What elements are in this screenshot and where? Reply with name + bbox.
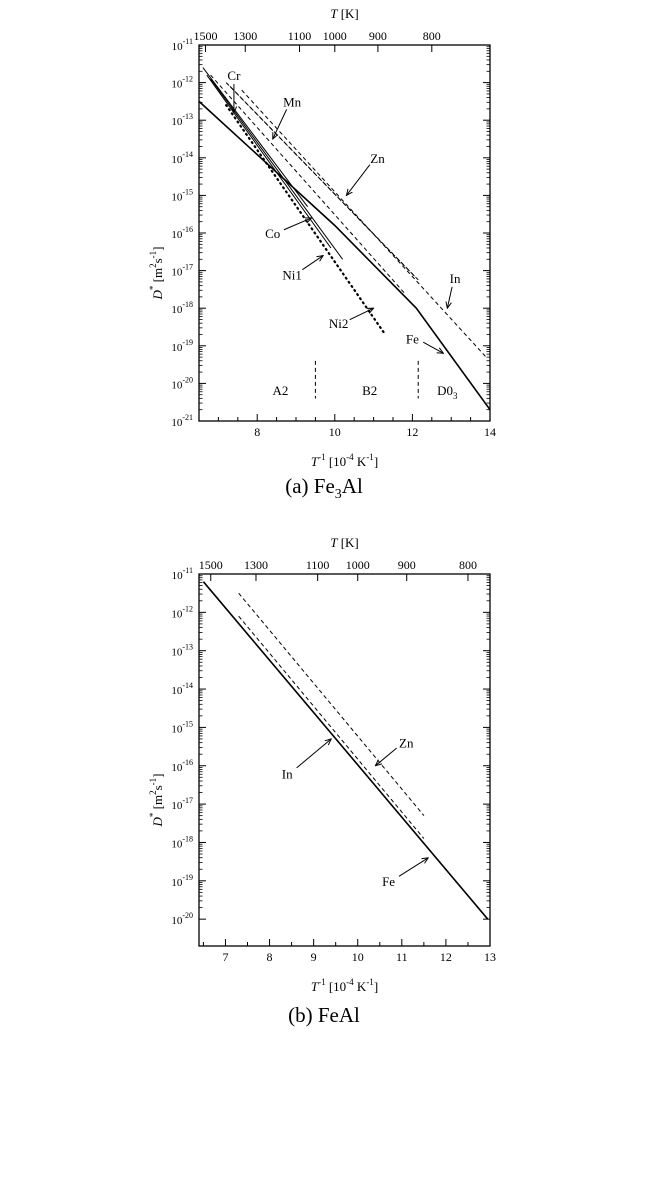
panel-b-plot-frame: [199, 574, 490, 946]
panel-b-y-tick-label: [171, 719, 193, 735]
panel-b-x-axis-sup: -1: [318, 977, 326, 987]
panel-b-series-zn: [239, 593, 424, 815]
panel-a-series-mn: [211, 75, 405, 293]
panel-a-x-axis-unit2-sup: -1: [366, 452, 374, 462]
panel-a-phase-label-text: A2: [272, 382, 289, 398]
panel-a-y-tick-base: 10: [171, 116, 183, 129]
panel-a-y-tick-exp: -15: [182, 187, 193, 197]
panel-a-y-tick-exp: -19: [182, 337, 193, 347]
panel-b-y-tick-label: [171, 834, 193, 850]
panel-a-y-tick-label: [171, 150, 193, 166]
panel-b-x-tick-label: 13: [484, 950, 496, 964]
panel-a-series-ni2: [226, 105, 385, 334]
panel-a-annotation-ni1: Ni1: [282, 267, 302, 283]
panel-b-y-tick-base: 10: [171, 915, 183, 928]
panel-a-annotation-ni2: Ni2: [328, 316, 349, 332]
panel-b-top-tick-label: 900: [397, 558, 416, 572]
panel-a-top-tick-label: 1000: [322, 29, 347, 43]
panel-a-y-tick-label: [171, 112, 193, 128]
panel-a-y-axis-title: [148, 247, 165, 301]
panel-a-annotation-arrow: [284, 218, 312, 230]
panel-a-y-tick-exp: -16: [182, 225, 193, 234]
panel-a-y-tick-exp: -12: [182, 74, 193, 84]
panel-a-y-axis-close: ]: [150, 246, 165, 251]
panel-a-y-tick-label: [171, 225, 193, 241]
panel-a-x-axis-sup: -1: [318, 452, 326, 462]
panel-a-y-tick-label: [171, 413, 193, 429]
panel-b-top-tick-label: 1100: [305, 558, 330, 572]
panel-a-y-tick-exp: -21: [182, 413, 193, 422]
panel-a-y-tick-label: [171, 338, 193, 354]
panel-b-y-tick-label: [171, 758, 193, 774]
panel-b-y-tick-label: [171, 681, 193, 697]
panel-b-y-axis-mid: s: [150, 785, 165, 791]
panel-b-y-axis-symbol: D: [150, 817, 165, 827]
panel-a-plot: [148, 6, 496, 469]
panel-b-annotation-arrow: [297, 739, 332, 768]
panel-b-top-tick-label: 1300: [243, 558, 268, 572]
panel-a-y-tick-label: [171, 75, 193, 91]
panel-b-y-tick-exp: -18: [182, 834, 193, 844]
panel-a-top-axis-units: [K]: [337, 6, 359, 21]
panel-a-x-axis-units-sup: -4: [346, 452, 354, 462]
panel-a-phase-label: [362, 383, 377, 398]
panel-a-x-tick-label: 12: [406, 425, 419, 439]
panel-a-x-axis-symbol: T: [310, 454, 319, 469]
panel-b-y-tick-exp: -20: [182, 911, 193, 921]
panel-b-x-tick-label: 11: [396, 950, 408, 964]
panel-b-y-tick-label: [171, 604, 193, 620]
panel-a-annotation-cr: Cr: [227, 68, 241, 84]
panel-a-phase-label: [273, 383, 289, 398]
panel-b-y-axis-title: [148, 774, 165, 828]
panel-b-y-tick-label: [171, 911, 193, 927]
panel-b-annotation-arrow: [399, 858, 428, 876]
panel-a-annotation-arrow: [302, 256, 323, 270]
panel-a-y-axis-symbol: D: [150, 290, 165, 300]
panel-b-x-tick-label: 10: [351, 950, 364, 964]
panel-a-y-tick-exp: -11: [182, 37, 193, 46]
panel-b-x-axis-unit2: K: [353, 979, 367, 994]
panel-b-y-tick-base: 10: [171, 723, 183, 736]
panel-b-series-fe: [203, 582, 487, 920]
panel-a-annotation-zn: Zn: [370, 150, 385, 166]
panel-b-top-axis-units: [K]: [337, 535, 359, 550]
panel-a-top-axis-symbol: T: [330, 6, 338, 21]
panel-b-caption: (b) FeAl: [288, 1003, 360, 1027]
panel-b-y-tick-base: 10: [171, 800, 183, 813]
panel-a-top-tick-label: 1100: [287, 29, 312, 43]
panel-b-y-tick-exp: -12: [182, 604, 193, 614]
panel-a-y-axis-mid: s: [150, 258, 165, 264]
panel-a-annotation-arrow: [423, 342, 443, 353]
panel-b-x-tick-label: 7: [222, 950, 229, 964]
panel-a-annotation-fe: Fe: [405, 331, 419, 347]
panel-a-y-tick-label: [171, 300, 193, 316]
panel-a-y-tick-base: 10: [171, 304, 183, 317]
panel-b-plot: [148, 535, 496, 994]
panel-a-y-tick-base: 10: [171, 341, 183, 354]
panel-b-annotation-arrow: [375, 748, 396, 766]
panel-a-y-tick-base: 10: [171, 191, 183, 204]
panel-a-top-tick-label: 1500: [193, 29, 218, 43]
panel-b-x-axis-title: [311, 977, 378, 994]
panel-a-top-tick-label: 900: [368, 29, 387, 43]
panel-a-y-axis-units-sup: 2: [148, 263, 158, 268]
panel-a-annotation-arrow: [350, 308, 374, 319]
panel-a-y-axis-sup: *: [148, 285, 158, 291]
panel-b-x-axis-unit2-sup: -1: [366, 977, 374, 987]
panel-b-y-tick-label: [172, 566, 193, 582]
panel-b-top-axis-symbol: T: [330, 535, 338, 550]
panel-a-y-tick-base: 10: [171, 266, 183, 279]
panel-a-annotation-arrow: [273, 109, 287, 139]
panel-a-y-tick-exp: -20: [182, 375, 193, 385]
panel-b-y-tick-label: [171, 873, 193, 889]
panel-b-y-axis-title-group: [148, 774, 165, 828]
panel-a-x-axis-title: [311, 452, 378, 469]
panel-a-top-tick-label: 800: [422, 29, 441, 43]
panel-a-series-fe: [199, 101, 490, 409]
panel-a-y-tick-exp: -18: [182, 300, 193, 310]
panel-b-y-tick-exp: -19: [182, 872, 193, 882]
panel-a-x-axis-unit2: K: [353, 454, 367, 469]
panel-a-phase-label-text: B2: [362, 382, 378, 398]
panel-a-y-tick-base: 10: [171, 153, 183, 166]
panel-a-y-tick-label: [172, 37, 193, 53]
panel-b-top-axis-title: [330, 535, 359, 550]
panel-b-y-tick-base: 10: [171, 570, 183, 582]
panel-b-annotation-fe: Fe: [382, 873, 396, 889]
panel-b-x-axis-units: [10: [325, 979, 347, 994]
panel-b-y-axis-sup: *: [148, 812, 158, 818]
panel-b-x-tick-label: 8: [266, 950, 273, 964]
panel-a-annotation-co: Co: [265, 226, 281, 241]
panel-a-phase-label-text: D0: [437, 382, 454, 398]
panel-b-top-tick-label: 1000: [345, 558, 370, 572]
panel-a-y-tick-base: 10: [171, 379, 183, 392]
panel-b-y-tick-base: 10: [171, 838, 183, 851]
panel-a-y-tick-base: 10: [171, 417, 183, 429]
panel-a-y-tick-exp: -17: [182, 262, 193, 272]
panel-b-y-tick-label: [171, 643, 193, 659]
panel-a-x-tick-label: 14: [484, 425, 496, 439]
panel-a-y-tick-label: [171, 187, 193, 203]
panel-b-top-tick-label: 1500: [198, 558, 223, 572]
panel-b-y-axis-close: ]: [150, 773, 165, 778]
panel-a-x-axis-close: ]: [373, 454, 379, 469]
panel-b-y-tick-label: [171, 796, 193, 812]
panel-a-x-tick-label: 8: [254, 425, 261, 439]
panel-b-y-axis-units-sup: 2: [148, 790, 158, 795]
panel-a-y-axis-mid-sup: -1: [148, 250, 158, 259]
panel-b-annotation-in: In: [281, 766, 293, 782]
panel-b-x-axis-symbol: T: [310, 979, 319, 994]
panel-a-annotation-mn: Mn: [283, 94, 302, 110]
panel-b-y-tick-exp: -15: [182, 719, 193, 729]
panel-b-annotation-zn: Zn: [399, 735, 414, 751]
panel-a-series-cr: [203, 68, 308, 207]
panel-a-series-zn-upper: [230, 86, 420, 282]
panel-b-x-tick-label: 9: [310, 950, 317, 964]
panel-b-y-tick-base: 10: [171, 876, 183, 889]
panel-a-y-tick-exp: -13: [182, 112, 193, 122]
panel-b-y-tick-base: 10: [171, 685, 183, 698]
panel-b-y-tick-exp: -11: [182, 566, 193, 575]
panel-a-y-tick-label: [171, 263, 193, 279]
panel-a-y-tick-base: 10: [171, 41, 183, 53]
panel-b-series-in: [239, 616, 424, 838]
panel-b-x-axis-close: ]: [373, 979, 379, 994]
panel-b-y-tick-exp: -16: [182, 757, 193, 767]
panel-a-phase-label: [437, 383, 458, 401]
panel-a-annotation-arrow: [346, 165, 369, 196]
panel-a-y-tick-base: 10: [171, 78, 183, 91]
panel-a-annotation-in: In: [449, 271, 461, 287]
panel-a-caption: (a) $Fe_3Al$: [285, 474, 363, 503]
panel-a-x-tick-label: 10: [328, 425, 341, 439]
panel-a-y-tick-exp: -14: [182, 149, 193, 159]
panel-a-plot-frame: [199, 45, 490, 421]
panel-b-y-tick-exp: -17: [182, 796, 193, 806]
panel-b-x-tick-label: 12: [439, 950, 452, 964]
panel-b-y-tick-exp: -13: [182, 642, 193, 652]
panel-a-series-co: [207, 75, 331, 248]
panel-a-y-tick-base: 10: [171, 229, 183, 241]
panel-a-y-axis-title-group: [148, 247, 165, 301]
panel-b-y-tick-base: 10: [171, 761, 183, 774]
panel-b-y-axis-mid-sup: -1: [148, 777, 158, 786]
panel-b-y-tick-base: 10: [171, 608, 183, 621]
panel-a-phase-label-sub: 3: [453, 390, 458, 401]
panel-b-x-axis-units-sup: -4: [346, 977, 354, 987]
panel-a-top-tick-label: 1300: [233, 29, 258, 43]
panel-a-annotation-arrow: [447, 287, 452, 308]
panel-b-top-tick-label: 800: [458, 558, 477, 572]
panel-b-y-tick-base: 10: [171, 646, 183, 659]
panel-a-x-axis-units: [10: [325, 454, 347, 469]
panel-a-top-axis-title: [330, 6, 359, 21]
panel-b-y-axis-units: [m: [150, 794, 165, 813]
panel-b-y-tick-exp: -14: [182, 681, 193, 691]
panel-a-y-axis-units: [m: [150, 267, 165, 286]
panel-a-y-tick-label: [171, 375, 193, 391]
